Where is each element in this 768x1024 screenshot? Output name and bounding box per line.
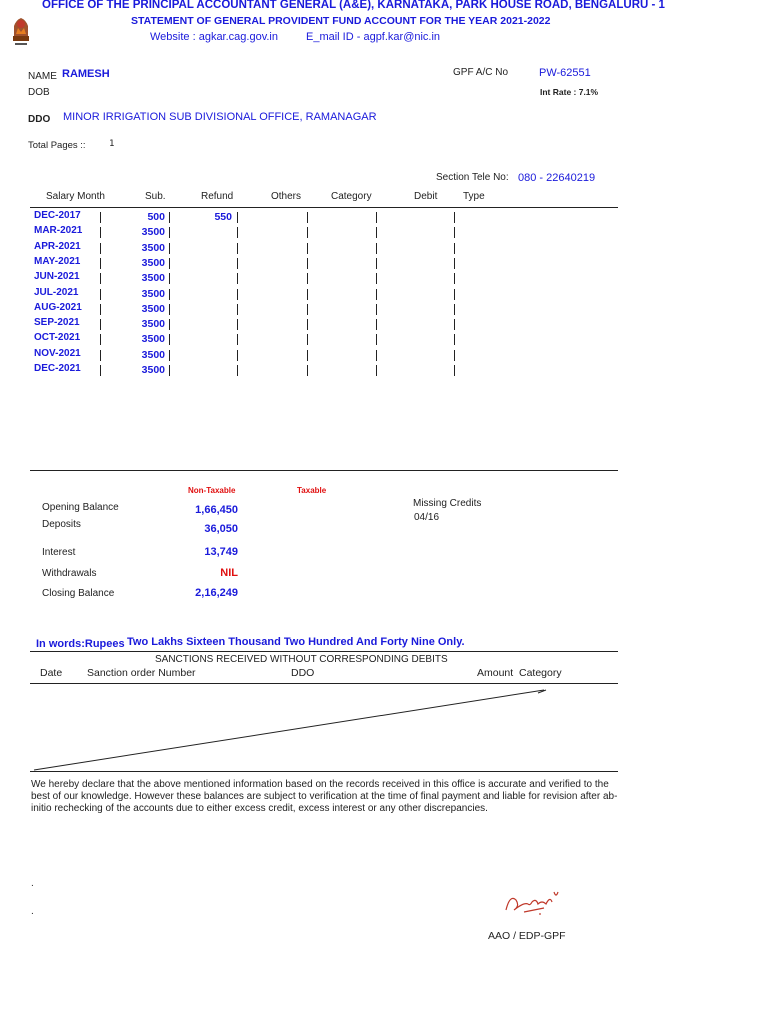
footer-dot-1: .	[31, 878, 34, 889]
row-subscription: 3500	[141, 257, 165, 269]
interest-value: 13,749	[204, 546, 238, 558]
row-salary-month: NOV-2021	[34, 348, 81, 359]
row-subscription: 3500	[141, 242, 165, 254]
subscriber-name: RAMESH	[62, 68, 110, 80]
withdrawals-label: Withdrawals	[42, 568, 97, 579]
row-subscription: 3500	[141, 226, 165, 238]
tele-label: Section Tele No:	[436, 172, 509, 183]
row-salary-month: DEC-2021	[34, 363, 81, 374]
sanction-date-header: Date	[40, 667, 63, 679]
footer-dot-2: .	[31, 906, 34, 917]
row-salary-month: AUG-2021	[34, 302, 82, 313]
row-subscription: 3500	[141, 349, 165, 361]
row-salary-month: OCT-2021	[34, 332, 81, 343]
row-salary-month: MAY-2021	[34, 256, 81, 267]
ddo-label: DDO	[28, 114, 51, 125]
interest-label: Interest	[42, 547, 76, 558]
total-pages-value: 1	[109, 139, 115, 149]
declaration-text: We hereby declare that the above mentioned information based on the records received in this office is accurate and verified to the best of our knowledge. However these balances are subject to verification at the time of final payment and liable for revision after ab-initio rechecking of the accounts due to either excess credit, excess interest or any other discrepancies.	[31, 779, 618, 814]
col-salary-month: Salary Month	[46, 191, 105, 202]
row-salary-month: APR-2021	[34, 241, 81, 252]
closing-balance-value: 2,16,249	[195, 587, 238, 599]
row-salary-month: SEP-2021	[34, 317, 80, 328]
taxable-label: Taxable	[297, 486, 327, 495]
email-link[interactable]: E_mail ID - agpf.kar@nic.in	[306, 31, 441, 43]
row-subscription: 500	[147, 211, 165, 223]
tele-number: 080 - 22640219	[518, 172, 596, 184]
row-subscription: 3500	[141, 303, 165, 315]
row-subscription: 3500	[141, 333, 165, 345]
statement-title: STATEMENT OF GENERAL PROVIDENT FUND ACCOUNT FOR THE YEAR 2021-2022	[131, 15, 551, 27]
col-sub: Sub.	[145, 191, 166, 202]
dob-label: DOB	[28, 87, 50, 98]
in-words-value: Two Lakhs Sixteen Thousand Two Hundred And Forty Nine Only.	[127, 636, 465, 648]
sanction-amount-header: Amount	[477, 667, 514, 679]
signatory-title: AAO / EDP-GPF	[488, 930, 566, 942]
signature-icon	[500, 880, 570, 920]
row-subscription: 3500	[141, 272, 165, 284]
row-subscription: 3500	[141, 364, 165, 376]
withdrawals-value: NIL	[220, 567, 238, 579]
website-link[interactable]: Website : agkar.cag.gov.in	[150, 31, 278, 43]
sanction-category-header: Category	[519, 667, 562, 679]
in-words-label: In words:Rupees	[36, 638, 125, 650]
missing-credits-label: Missing Credits	[413, 498, 482, 509]
total-pages-label: Total Pages ::	[28, 140, 86, 151]
col-type: Type	[463, 191, 485, 202]
name-label: NAME	[28, 71, 57, 82]
gpf-number: PW-62551	[539, 67, 591, 79]
row-salary-month: JUN-2021	[34, 271, 80, 282]
deposits-label: Deposits	[42, 519, 81, 530]
gpf-label: GPF A/C No	[453, 67, 509, 78]
interest-rate: Int Rate : 7.1%	[540, 87, 599, 97]
sanctions-title: SANCTIONS RECEIVED WITHOUT CORRESPONDING DEBITS	[155, 654, 448, 665]
row-subscription: 3500	[141, 288, 165, 300]
non-taxable-label: Non-Taxable	[188, 486, 236, 495]
missing-credits-value: 04/16	[414, 512, 440, 523]
sanction-order-header: Sanction order Number	[87, 667, 196, 679]
row-salary-month: JUL-2021	[34, 287, 79, 298]
col-refund: Refund	[201, 191, 234, 202]
office-header: OFFICE OF THE PRINCIPAL ACCOUNTANT GENERAL (A&E), KARNATAKA, PARK HOUSE ROAD, BENGALURU - 1	[42, 0, 665, 11]
closing-balance-label: Closing Balance	[42, 588, 115, 599]
ddo-name: MINOR IRRIGATION SUB DIVISIONAL OFFICE, RAMANAGAR	[63, 111, 377, 123]
row-salary-month: MAR-2021	[34, 225, 83, 236]
col-others: Others	[271, 191, 302, 202]
col-debit: Debit	[414, 191, 438, 202]
opening-balance-value: 1,66,450	[195, 504, 238, 516]
opening-balance-label: Opening Balance	[42, 502, 119, 513]
sanctions-bottom-rule	[30, 771, 618, 772]
col-category: Category	[331, 191, 372, 202]
row-refund: 550	[214, 211, 232, 223]
deposits-value: 36,050	[204, 523, 238, 535]
row-salary-month: DEC-2017	[34, 210, 81, 221]
sanction-ddo-header: DDO	[291, 667, 315, 679]
row-subscription: 3500	[141, 318, 165, 330]
